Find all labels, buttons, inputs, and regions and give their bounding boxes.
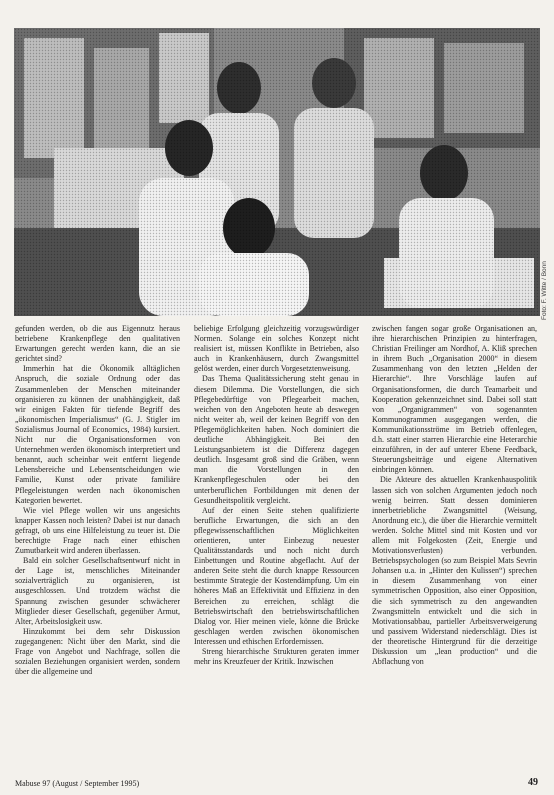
page-number: 49 (528, 777, 538, 788)
text-column-1 (15, 324, 180, 754)
journal-footer: Mabuse 97 (August / September 1995) (15, 779, 140, 788)
text-column-3 (372, 324, 537, 754)
photo-credit: Foto: F. Witte / Bonn (541, 261, 548, 320)
paragraph: Immerhin hat die Ökonomik alltäglichen Anspruch, die soziale Ordnung oder das Zusammenleben der Menschen miteinander organisieren zu können der unabhängigkeit, daß wir einigen Fakten für tiefende Begriff des „ökonomischen Imperialismus“ (G. J. Stigler im Sozialismus Journal of Economics, 1984) kursiert. Nicht nur die Organisationsformen von Unternehmen werden ökonomisch interpretiert und benannt, auch scheinbar weit entfernt liegende Lebensbereiche und Lebensentscheidungen wie Familie, Kunst oder private familiäre Pflegeleistungen werden nach ökonomischen Kategorien bewertet. (15, 364, 180, 505)
paragraph: Das Thema Qualitätssicherung steht genau in diesem Dilemma. Die Vorstellungen, die sich Pflegebedürftige von Pflegearbeit machen, weichen von den Angeboten heute ab deswegen nicht weiter ab, weil der keinen Begriff von den Pflegemöglichkeiten haben. Noch dominiert die deutliche Abhängigkeit. Bei den Leistungsanbietern ist die Differenz dagegen deutlich. Insgesamt groß sind die Gräben, wenn man die Vorstellungen in den Krankenpflegeschulen oder bei den unterberuflichen Fortbildungen mit denen der Gesundheitspolitik vergleicht. (194, 374, 359, 505)
paragraph: Bald ein solcher Gesellschaftsentwurf nicht in der Lage ist, menschliches Miteinander sozialverträglich zu organisieren, ist ausgeschlossen. Und trotzdem wächst die Spannung zwischen gesunder schwächerer Mitglieder dieser Gesellschaft, gegenüber Armut, Alter, Arbeitslosigkeit usw. (15, 556, 180, 626)
paragraph: Streng hierarchische Strukturen geraten immer mehr ins Kreuzfeuer der Kritik. Inzwischen (194, 647, 359, 667)
paragraph: Hinzukommt bei dem sehr Diskussion zugegangenen: Nicht über den Markt, sind die Frage von Angebot und Nachfrage, sollen die sozialen Beziehungen organisiert werden, sondern über die allgemeine und (15, 626, 180, 677)
text-column-2 (194, 324, 359, 754)
hospital-staff-photo (14, 28, 540, 316)
paragraph: gefunden werden, ob die aus Eigennutz heraus betriebene Krankenpflege den qualitativen Erwartungen gerecht werden kann, die an sie gerichtet sind? (15, 324, 180, 364)
paragraph: zwischen fangen sogar große Organisationen an, ihre hierarchischen Prinzipien zu hinterfragen, Christian Freilinger am Nordhof, A. Kliß sprechen in ihrem Buch „Organisation 2000“ in diesem Zusammenhang von den letzten „Helden der Hierarchie“. Ihre Vorschläge laufen auf Organisationsformen, die durch Teamarbeit und Kooperation gekennzeichnet sind. Dabei soll statt von „Organigrammen“ von sogenannten Kommunogrammen ausgegangen werden, die Kommunikationsströme im Betrieb offenlegen, d.h. statt einer starren Hierarchie eine Heterarchie einzuführen, in der auf unterer Ebene Feedback, Steuerungsbeiträge und eigene Alternativen einbringen können. (372, 324, 537, 475)
paragraph: Wie viel Pflege wollen wir uns angesichts knapper Kassen noch leisten? Dabei ist nur danach gefragt, ob uns eine Hilfeleistung zu teuer ist. Die berechtigte Frage nach einer ethischen Zumutbarkeit wird anderen überlassen. (15, 505, 180, 556)
paragraph: beliebige Erfolgung gleichzeitig vorzugswürdiger Normen. Solange ein solches Konzept nicht realisiert ist, müssen Konflikte in Betrieben, also auch in Krankenhäusern, durch Zwangsmittel gelöst werden, einer durch Vorgesetztenweisung. (194, 324, 359, 374)
paragraph: Auf der einen Seite stehen qualifizierte berufliche Erwartungen, die sich an den pflegewissenschaftlichen Möglichkeiten orientieren, unter Einbezug neuester Qualitätsstandards und noch nicht durch Einbettungen und Routine abgeflacht. Auf der anderen Seite steht die durch knappe Ressourcen bestimmte Strategie der Kostendämpfung. Um ein höheres Maß an Effektivität und Effizienz in den Bereichen zu erreichen, schlägt die Betriebswirtschaft den betriebswirtschaftlichen Dialog vor. Hier meinen viele, könne die Brücke geschlagen werden zwischen ökonomischen Interessen und ethischen Erfordernissen. (194, 505, 359, 646)
paragraph: Die Akteure des aktuellen Krankenhauspolitik lassen sich von solchen Argumenten jedoch noch wenig beirren. Statt dessen dominieren innerbetriebliche Zwangsmittel (Weisung, Anordnung etc.), die über die Hierarchie vermittelt werden. Solche Mittel sind mit Kosten und vor allem mit Folgekosten (Zeit, Energie und Motivationsverlusten) verbunden. Betriebspsychologen (so zum Beispiel Mats Sevrin Johansen u.a. in „Hinter den Kulissen“) sprechen in diesem Zusammenhang von einer symmetrischen Opposition, also einer Opposition, die sich symmetrisch zu den angewandten Zwangsmitteln entwickelt und die sich in Motivationsabbau, partieller Arbeitsverweigerung und passivem Widerstand niederschlägt. Dies ist der theoretische Hintergrund für die derzeitige Diskussion um „lean production“ und die Abflachung von (372, 475, 537, 667)
